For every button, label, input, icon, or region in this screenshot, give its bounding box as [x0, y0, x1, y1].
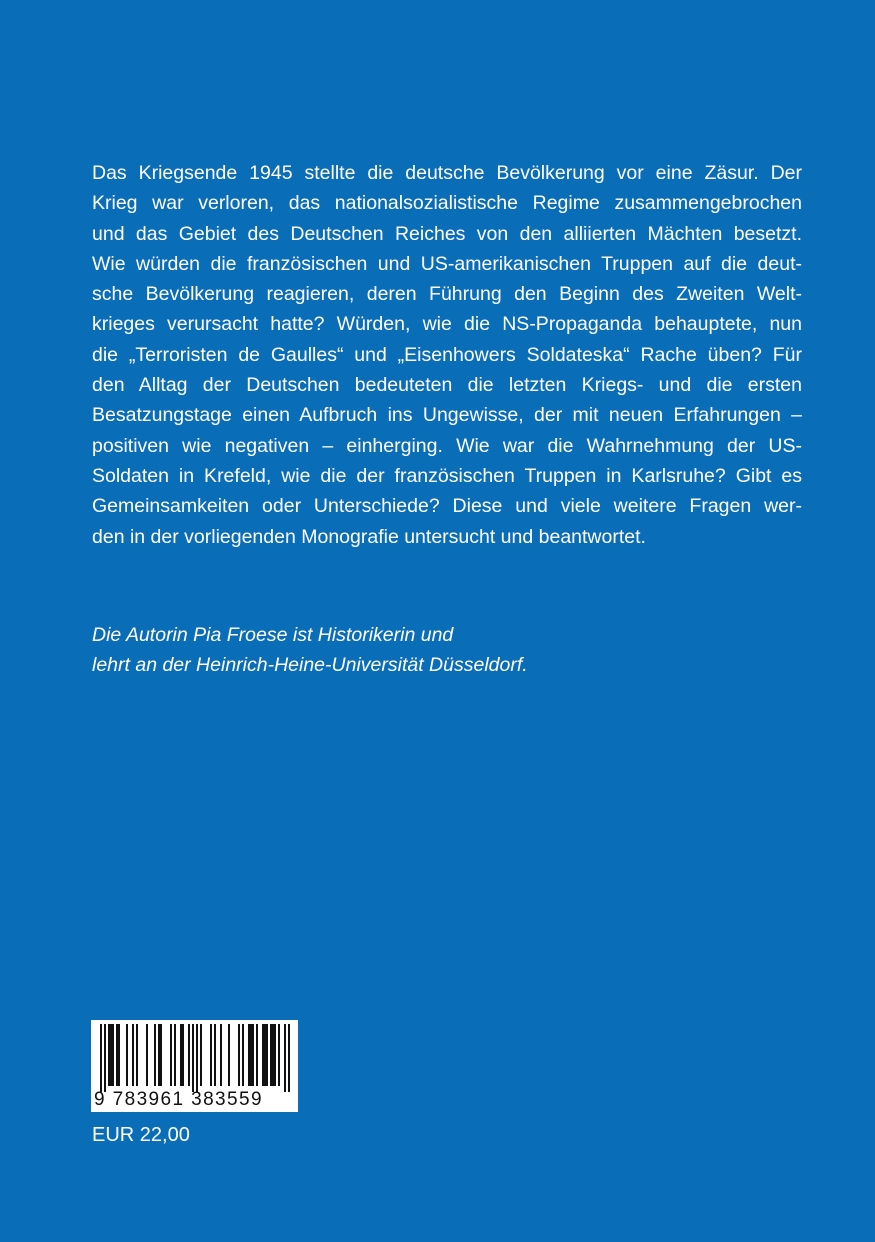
barcode-bar [188, 1024, 190, 1086]
blurb-line: Besatzungstage einen Aufbruch ins Ungewisse, der mit neuen Erfahrungen – [92, 404, 802, 427]
barcode-bar [100, 1024, 102, 1092]
blurb-line: Wie würden die französischen und US-amerikanischen Truppen auf die deut- [92, 252, 802, 275]
barcode-bar [228, 1024, 230, 1086]
barcode-bar [116, 1024, 118, 1086]
blurb-line: den in der vorliegenden Monografie untersucht und beantwortet. [92, 525, 646, 548]
barcode-bar [272, 1024, 274, 1086]
barcode-bar [182, 1024, 184, 1086]
author-line: Die Autorin Pia Froese ist Historikerin und [92, 624, 454, 646]
barcode-bar [262, 1024, 264, 1086]
barcode-bar [256, 1024, 258, 1086]
barcode-bar [112, 1024, 114, 1086]
blurb-line: die „Terroristen de Gaulles“ und „Eisenhowers Soldateska“ Rache üben? Für [92, 343, 802, 366]
barcode-bar [210, 1024, 212, 1086]
barcode-bar [196, 1024, 198, 1092]
barcode-bar [250, 1024, 252, 1086]
blurb-line: und das Gebiet des Deutschen Reiches von den alliierten Mächten besetzt. [92, 222, 802, 245]
blurb-line: den Alltag der Deutschen bedeuteten die letzten Kriegs- und die ersten [92, 374, 802, 397]
barcode-bar [126, 1024, 128, 1086]
barcode-bar [136, 1024, 138, 1086]
barcode-bar [170, 1024, 172, 1086]
author-note [92, 620, 692, 681]
barcode-bar [180, 1024, 182, 1086]
barcode-bar [264, 1024, 266, 1086]
barcode-bar [248, 1024, 250, 1086]
barcode-bar [284, 1024, 286, 1092]
price-label: EUR 22,00 [92, 1124, 190, 1146]
barcode-bar [266, 1024, 268, 1086]
barcode-bar [154, 1024, 156, 1086]
barcode-bar [288, 1024, 290, 1092]
barcode-bar [110, 1024, 112, 1086]
barcode-digits: 9 783961 383559 [94, 1089, 263, 1110]
blurb-line: sche Bevölkerung reagieren, deren Führung den Beginn des Zweiten Welt- [92, 283, 802, 306]
blurb-line: Krieg war verloren, das nationalsozialistische Regime zusammengebrochen [92, 192, 802, 215]
barcode-bar [214, 1024, 216, 1086]
blurb-line: Soldaten in Krefeld, wie die der französischen Truppen in Karlsruhe? Gibt es [92, 464, 802, 487]
barcode-bar [174, 1024, 176, 1086]
barcode-bar [270, 1024, 272, 1086]
isbn-barcode [91, 1020, 298, 1112]
barcode-bar [200, 1024, 202, 1086]
barcode-bar [158, 1024, 160, 1086]
barcode-bar [220, 1024, 222, 1086]
blurb-text [92, 158, 802, 552]
barcode-bars [91, 1020, 298, 1092]
barcode-bar [252, 1024, 254, 1086]
barcode-bar [274, 1024, 276, 1086]
barcode-bar [160, 1024, 162, 1086]
blurb-line: Gemeinsamkeiten oder Unterschiede? Diese und viele weitere Fragen wer- [92, 495, 802, 518]
barcode-bar [132, 1024, 134, 1086]
barcode-bar [108, 1024, 110, 1086]
barcode-bar [242, 1024, 244, 1086]
blurb-line: krieges verursacht hatte? Würden, wie die NS-Propaganda behauptete, nun [92, 313, 802, 336]
author-line: lehrt an der Heinrich-Heine-Universität Düsseldorf. [92, 654, 528, 677]
blurb-line: Das Kriegsende 1945 stellte die deutsche Bevölkerung vor eine Zäsur. Der [92, 162, 802, 184]
barcode-bar [278, 1024, 280, 1086]
barcode-bar [192, 1024, 194, 1092]
barcode-bar [146, 1024, 148, 1086]
barcode-bar [104, 1024, 106, 1092]
blurb-line: positiven wie negativen – einherging. Wie war die Wahrnehmung der US- [92, 434, 802, 457]
barcode-bar [118, 1024, 120, 1086]
barcode-bar [238, 1024, 240, 1086]
